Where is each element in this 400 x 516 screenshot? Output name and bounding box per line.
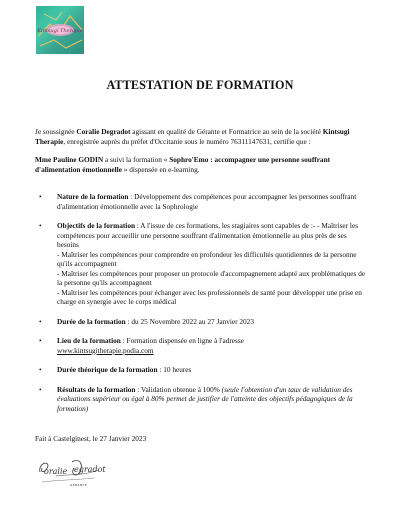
bullet-icon: • — [39, 336, 42, 345]
svg-text:oralie: oralie — [44, 467, 68, 476]
list-item-lieu: • Lieu de la formation : Formation dispensée en ligne à l'adresse www.kintsugitherapie.podia.com — [39, 336, 244, 355]
bullet-icon: • — [39, 192, 42, 201]
statement-paragraph: Mme Pauline GODIN a suivi la formation « Sophro'Emo : accompagner une personne souffrant d'alimentation émotionnelle » dispensée en e-learning. — [35, 155, 331, 174]
bullet-icon: • — [39, 365, 42, 374]
svg-text:Kintsugi Therapie: Kintsugi Therapie — [37, 28, 83, 34]
signature — [36, 450, 106, 490]
signer-name: Coralie Degradot — [76, 127, 131, 136]
svg-text:GÉRANTE: GÉRANTE — [70, 483, 88, 487]
list-item-objectifs: • Objectifs de la formation : A l'issue de ces formations, les stagiaires sont capables de :- - Maîtriser les compétences pour accueillir une personne souffrant d'alimentation émotionnelle au plus près de ses besoins - Maîtriser les compétences pour comprendre en profondeur les difficultés quotidiennes de la personne qu'ils accompagnent - Maîtriser les compétences pour proposer un protocole d'accompagnement adapté aux problématiques de la personne qu'ils accompagnent - Maîtriser les compétences pour échanger avec les professionnels de santé pour développer une prise en charge en synergie avec le corps médical — [39, 221, 366, 306]
intro-paragraph: Je soussignée Coralie Degradot agissant en qualité de Gérante et Formatrice au sein de la société Kintsugi Therapie, enregistrée auprès du préfet d'Occitanie sous le numéro 76311147631, certifie que : — [35, 127, 350, 146]
signature-artwork — [36, 450, 106, 490]
course-link[interactable]: www.kintsugitherapie.podia.com — [57, 345, 154, 355]
trainee-name: Mme Pauline GODIN — [35, 155, 104, 164]
bullet-icon: • — [39, 316, 42, 326]
bullet-icon: • — [39, 221, 42, 230]
list-item-nature: • Nature de la formation : Développement des compétences pour accompagner les personnes souffrant d'alimentation émotionnelle avec la Sophrologie — [39, 192, 357, 211]
company-name: Kintsugi Therapie — [35, 127, 350, 146]
list-item-duree: • Durée de la formation : du 25 Novembre 2022 au 27 Janvier 2023 — [39, 316, 254, 326]
resultats-note: (seule l'obtention d'un taux de validation des évaluations supérieur ou égal à 80% permet de justifier de l'atteinte des objectifs pédagogiques de la formation) — [57, 384, 353, 413]
bullet-icon: • — [39, 384, 42, 394]
list-item-theorique: • Durée théorique de la formation : 10 heures — [39, 365, 192, 374]
place-date: Fait à Castelginest, le 27 Janvier 2023 — [35, 434, 147, 443]
course-name: Sophro'Emo : accompagner une personne souffrant d'alimentation émotionnelle — [35, 155, 331, 174]
details-list — [35, 192, 367, 413]
list-item-resultats: • Résultats de la formation : Validation obtenue à 100% (seule l'obtention d'un taux de validation des évaluations supérieur ou égal à 80% permet de justifier de l'atteinte des objectifs pédagogiques de la formation) — [39, 384, 353, 413]
page-title: ATTESTATION DE FORMATION — [106, 78, 294, 92]
company-logo — [36, 6, 84, 54]
logo-artwork — [36, 6, 84, 54]
svg-text:egradot: egradot — [74, 465, 106, 474]
